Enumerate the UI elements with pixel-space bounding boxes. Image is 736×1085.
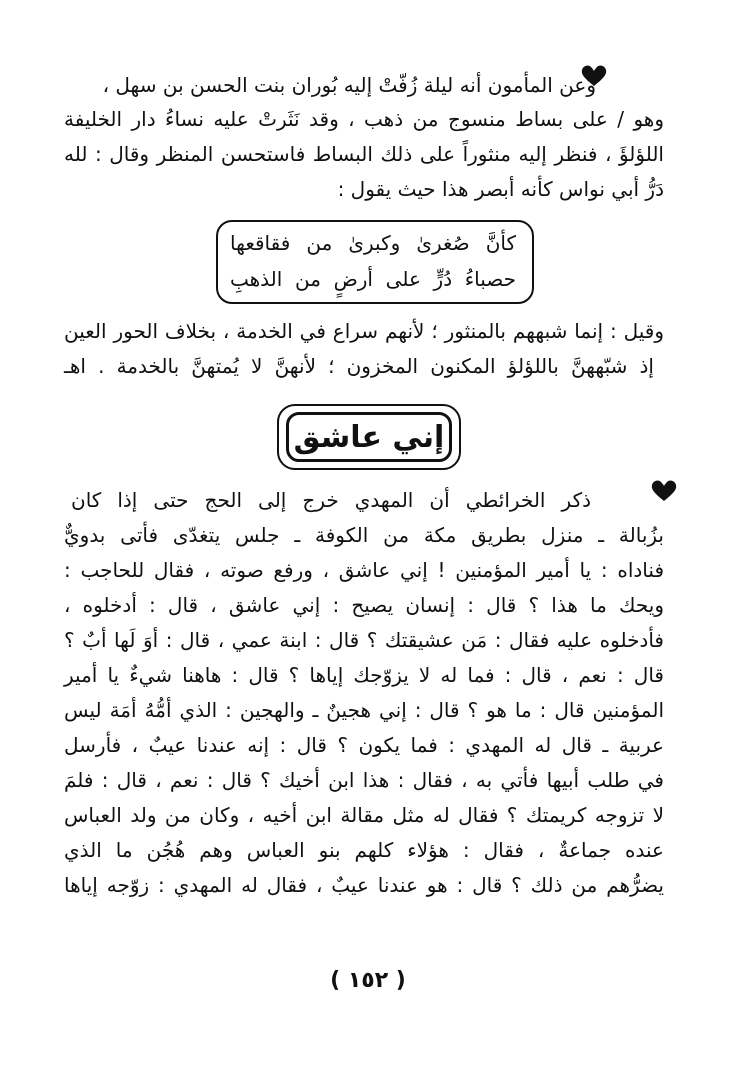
page-number: ( ١٥٢ ): [330, 968, 406, 993]
text-line: وقيل : إنما شبههم بالمنثور ؛ لأنهم سراع في الخدمة ، بخلاف الحور العين: [64, 319, 664, 343]
text-line: فأدخلوه عليه فقال : مَن عشيقتك ؟ قال : ابنة عمي ، قال : أوَ لَها أبٌ ؟: [64, 628, 664, 652]
poem-line: حصباءُ دُرٍّ على أرضٍ من الذهبِ: [230, 267, 516, 291]
poem-line: كأنَّ صُغرىٰ وكبرىٰ من فقاقعها: [230, 231, 516, 255]
text-line: المؤمنين قال : ما هو ؟ قال : إني هجينٌ ـ والهجين : الذي أمُّهُ أمَة ليس: [64, 698, 664, 722]
text-line: ويحك ما هذا ؟ قال : إنسان يصيح : إني عاشق ، قال : أدخلوه ،: [64, 593, 664, 617]
section-title-inner-frame: [286, 412, 452, 462]
text-line: دَرُّ أبي نواس كأنه أبصر هذا حيث يقول :: [337, 177, 664, 201]
section-title: إني عاشق: [293, 419, 445, 455]
text-line: بزُبالة ـ منزل بطريق مكة من الكوفة ـ جلس يتغدّى فأتى بدويٌّ: [64, 523, 664, 547]
text-line: لا تزوجه كريمتك ؟ فقال له مثل مقالة ابن أخيه ، وكان من ولد العباس: [64, 803, 664, 827]
text-line: اللؤلؤَ ، فنظر إليه منثوراً على ذلك البساط فاستحسن المنظر وقال : لله: [64, 142, 664, 166]
text-line: فناداه : يا أمير المؤمنين ! إني عاشق ، ورفع صوته ، فقال للحاجب :: [64, 558, 664, 582]
text-line: عنده جماعةٌ ، فقال : هؤلاء كلهم بنو العباس وهم هُجُن ما الذي: [64, 838, 664, 862]
text-line: في طلب أبيها فأتي به ، فقال : هذا ابن أخيك ؟ قال : نعم ، قال : فلمَ: [64, 768, 664, 792]
text-line: إذ شبّههنَّ باللؤلؤ المكنون المخزون ؛ لأنهنَّ لا يُمتهنَّ بالخدمة . اهـ: [64, 354, 654, 378]
text-line: وعن المأمون أنه ليلة زُفّتْ إليه بُوران بنت الحسن بن سهل ،: [102, 73, 596, 97]
text-line: قال : نعم ، قال : فما له لا يزوّجك إياها ؟ قال : هاهنا شيءٌ يا أمير: [64, 663, 664, 687]
text-line: يضرُّهم من ذلك ؟ قال : هو عندنا عيبٌ ، فقال له المهدي : زوّجه إياها: [64, 873, 664, 897]
section-title-frame: [277, 404, 461, 470]
heart-icon: [650, 479, 678, 503]
text-line: وهو / على بساط منسوج من ذهب ، وقد نَثَرتْ عليه نساءُ دار الخليفة: [64, 107, 664, 131]
text-line: ذكر الخرائطي أن المهدي خرج إلى الحج حتى إذا كان: [71, 488, 591, 512]
poem-box: [216, 220, 534, 304]
text-line: عربية ـ قال له المهدي : فما يكون ؟ قال : إنه عندنا عيبٌ ، فأرسل: [64, 733, 664, 757]
